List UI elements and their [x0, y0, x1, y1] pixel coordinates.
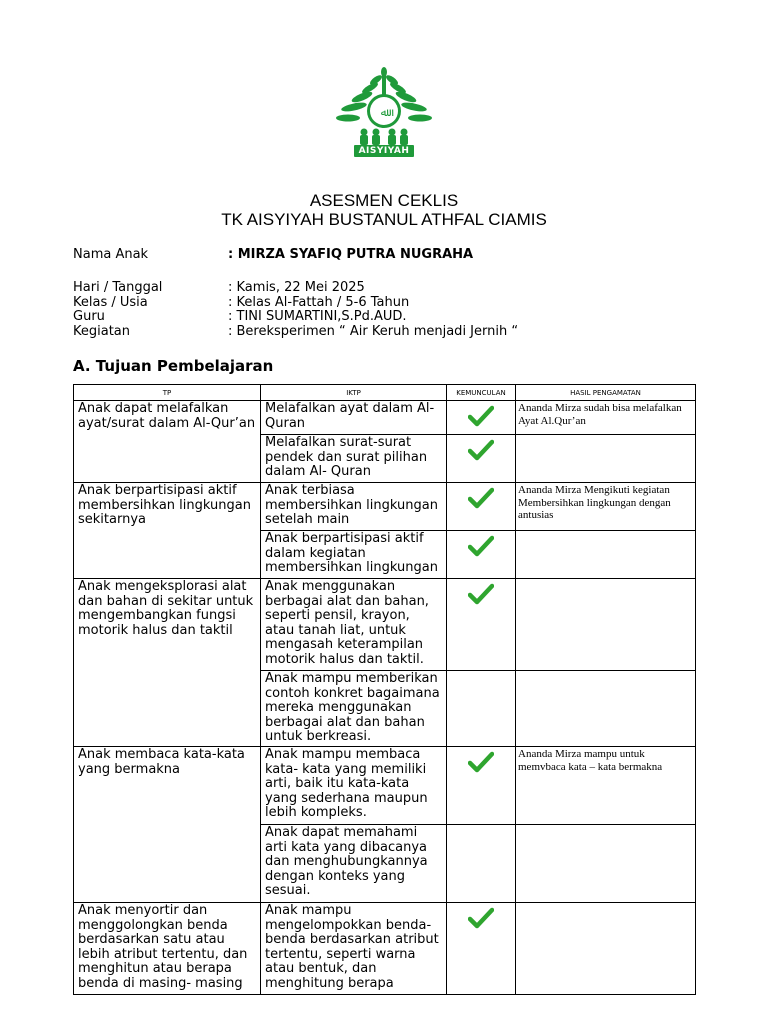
- aisyiyah-emblem-icon: [334, 66, 434, 158]
- tp-cell: Anak berpartisipasi aktif membersihkan lingkungan sekitarnya: [74, 483, 261, 579]
- hasil-cell: [516, 671, 696, 747]
- kegiatan-label: Kegiatan: [73, 324, 131, 339]
- tp-cell: Anak mengeksplorasi alat dan bahan di sekitar untuk mengembangkan fungsi motorik halus dan taktil: [74, 579, 261, 747]
- kemunculan-cell: [447, 483, 516, 531]
- hasil-cell: [516, 435, 696, 483]
- guru-label: Guru: [73, 309, 105, 324]
- table-row: [74, 483, 696, 531]
- table-row: [74, 579, 696, 671]
- kemunculan-cell: [447, 435, 516, 483]
- nama-label: Nama Anak: [73, 247, 149, 262]
- table-row: [74, 903, 696, 995]
- table-row: [74, 747, 696, 825]
- kegiatan-value: : Bereksperimen “ Air Keruh menjadi Jernih “: [228, 324, 519, 339]
- hari-label: Hari / Tanggal: [73, 280, 163, 295]
- tp-cell: Anak dapat melafalkan ayat/surat dalam Al-Qur’an: [74, 401, 261, 483]
- checkmark-icon: [468, 758, 494, 777]
- section-title: A. Tujuan Pembelajaran: [73, 357, 274, 375]
- checkmark-icon: [468, 590, 494, 609]
- hasil-cell: [516, 903, 696, 995]
- tp-cell: Anak menyortir dan menggolongkan benda berdasarkan satu atau lebih atribut tertentu, dan menghitun atau berapa benda di masing- masing: [74, 903, 261, 995]
- logo-text: AISYIYAH: [358, 146, 410, 156]
- kemunculan-cell: [447, 825, 516, 903]
- iktp-cell: Melafalkan surat-surat pendek dan surat pilihan dalam Al- Quran: [261, 435, 447, 483]
- kemunculan-cell: [447, 903, 516, 995]
- header-iktp: IKTP: [261, 385, 447, 401]
- hasil-cell: Ananda Mirza sudah bisa melafalkan Ayat Al.Qur’an: [516, 401, 696, 435]
- kemunculan-cell: [447, 531, 516, 579]
- checkmark-icon: [468, 542, 494, 561]
- iktp-cell: Anak mampu mengelompokkan benda-benda berdasarkan atribut tertentu, seperti warna atau bentuk, dan menghitung berapa: [261, 903, 447, 995]
- header-kemunculan: KEMUNCULAN: [447, 385, 516, 401]
- table-header-row: [74, 385, 696, 401]
- hasil-cell: Ananda Mirza mampu untuk memvbaca kata – kata bermakna: [516, 747, 696, 825]
- school-name: TK AISYIYAH BUSTANUL ATHFAL CIAMIS: [221, 210, 547, 229]
- iktp-cell: Anak terbiasa membersihkan lingkungan setelah main: [261, 483, 447, 531]
- hari-value: : Kamis, 22 Mei 2025: [228, 280, 365, 295]
- kemunculan-cell: [447, 671, 516, 747]
- header-hasil: HASIL PENGAMATAN: [516, 385, 696, 401]
- aisyiyah-logo: [334, 66, 434, 158]
- guru-value: : TINI SUMARTINI,S.Pd.AUD.: [228, 309, 407, 324]
- checkmark-icon: [468, 446, 494, 465]
- document-title: ASESMEN CEKLIS: [309, 191, 459, 210]
- kelas-value: : Kelas Al-Fattah / 5-6 Tahun: [228, 295, 410, 310]
- iktp-cell: Anak mampu membaca kata- kata yang memiliki arti, baik itu kata-kata yang sederhana maupun lebih kompleks.: [261, 747, 447, 825]
- kemunculan-cell: [447, 747, 516, 825]
- kemunculan-cell: [447, 401, 516, 435]
- assessment-table: [73, 384, 696, 995]
- hasil-cell: [516, 531, 696, 579]
- hasil-cell: Ananda Mirza Mengikuti kegiatan Membersihkan lingkungan dengan antusias: [516, 483, 696, 531]
- hasil-cell: [516, 579, 696, 671]
- iktp-cell: Anak dapat memahami arti kata yang dibacanya dan menghubungkannya dengan konteks yang sesuai.: [261, 825, 447, 903]
- header-tp: TP: [74, 385, 261, 401]
- kelas-label: Kelas / Usia: [73, 295, 148, 310]
- checkmark-icon: [468, 412, 494, 431]
- iktp-cell: Anak mampu memberikan contoh konkret bagaimana mereka menggunakan berbagai alat dan bahan untuk berkreasi.: [261, 671, 447, 747]
- checkmark-icon: [468, 494, 494, 513]
- kemunculan-cell: [447, 579, 516, 671]
- iktp-cell: Anak berpartisipasi aktif dalam kegiatan membersihkan lingkungan: [261, 531, 447, 579]
- checkmark-icon: [468, 914, 494, 933]
- iktp-cell: Melafalkan ayat dalam Al-Quran: [261, 401, 447, 435]
- tp-cell: Anak membaca kata-kata yang bermakna: [74, 747, 261, 903]
- table-row: [74, 401, 696, 435]
- iktp-cell: Anak menggunakan berbagai alat dan bahan, seperti pensil, krayon, atau tanah liat, untuk mengasah keterampilan motorik halus dan taktil.: [261, 579, 447, 671]
- nama-value: : MIRZA SYAFIQ PUTRA NUGRAHA: [228, 247, 474, 262]
- svg-text:ﷲ: ﷲ: [380, 106, 388, 119]
- hasil-cell: [516, 825, 696, 903]
